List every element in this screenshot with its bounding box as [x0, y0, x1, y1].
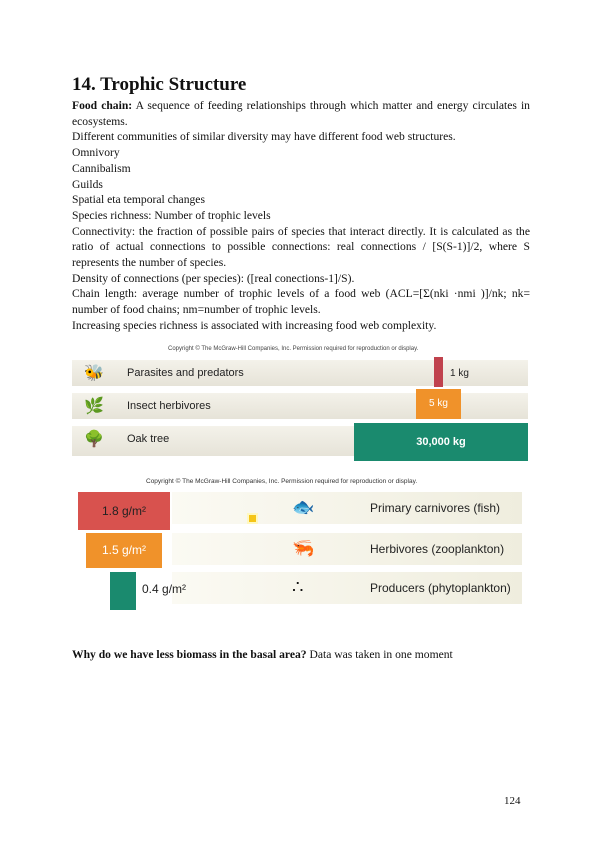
page-number: 124 [504, 795, 521, 807]
bar-phytoplankton [110, 572, 136, 610]
paragraph: Increasing species richness is associated with increasing food web complexity. [72, 318, 437, 332]
level-label: Oak tree [127, 433, 170, 445]
level-label: Herbivores (zooplankton) [370, 542, 505, 556]
paragraph: Species richness: Number of trophic levels [72, 208, 271, 222]
question-answer: Data was taken in one moment [306, 648, 453, 661]
bar-insect-herbivores: 5 kg [416, 389, 461, 419]
bar-parasites [434, 357, 443, 387]
paragraph: Cannibalism [72, 161, 131, 175]
term-food-chain: Food chain: [72, 99, 133, 112]
question-bold: Why do we have less biomass in the basal area? [72, 648, 307, 661]
paragraph: Different communities of similar diversity may have different food web structures. [72, 130, 456, 144]
paragraph: Guilds [72, 177, 103, 191]
figure-oak-pyramid [72, 346, 528, 462]
bar-oak-tree: 30,000 kg [354, 423, 528, 461]
figure-aquatic-pyramid [72, 478, 528, 613]
caterpillar-icon: 🌿 [84, 398, 104, 415]
note-icon [247, 513, 258, 524]
value-phytoplankton: 0.4 g/m² [142, 582, 187, 596]
paragraph: Connectivity: the fraction of possible pairs of species that interact directly. It is calculated as the ratio of actual connections to possible connections: real connections / [S(S-1)]/2, where S represents the number of species. [72, 224, 530, 270]
zooplankton-icon: 🦐 [292, 538, 315, 558]
level-label: Producers (phytoplankton) [370, 581, 511, 595]
level-label: Parasites and predators [127, 367, 244, 379]
body-text [72, 98, 530, 334]
bar-zooplankton: 1.5 g/m² [86, 533, 162, 568]
paragraph-text: A sequence of feeding relationships through which matter and energy circulates in ecosystems. [72, 99, 530, 128]
wasp-icon: 🐝 [84, 365, 104, 382]
paragraph: Chain length: average number of trophic levels of a food web (ACL=[Σ(nki ·nmi )]/nk; nk= number of food chains; nm=number of trophic levels. [72, 287, 530, 317]
paragraph: Density of connections (per species): ([real conections-1]/S). [72, 271, 355, 285]
fish-icon: 🐟 [292, 497, 315, 517]
phytoplankton-icon: ∴ [292, 577, 304, 597]
level-fish [172, 492, 522, 524]
paragraph: Spatial eta temporal changes [72, 193, 205, 207]
level-zooplankton [172, 533, 522, 565]
question [72, 648, 453, 661]
paragraph: Omnivory [72, 146, 120, 160]
level-label: Insect herbivores [127, 400, 211, 412]
level-label: Primary carnivores (fish) [370, 501, 501, 515]
figure1-copyright: Copyright © The McGraw-Hill Companies, Inc. Permission required for reproduction or display. [168, 346, 419, 352]
paragraph-food-chain [72, 98, 530, 129]
level-phytoplankton [172, 572, 522, 604]
figure2-copyright: Copyright © The McGraw-Hill Companies, Inc. Permission required for reproduction or display. [146, 478, 418, 485]
bar-fish: 1.8 g/m² [78, 492, 170, 530]
page-title: 14. Trophic Structure [72, 74, 247, 95]
value-parasites: 1 kg [450, 368, 469, 379]
tree-icon: 🌳 [84, 431, 104, 448]
